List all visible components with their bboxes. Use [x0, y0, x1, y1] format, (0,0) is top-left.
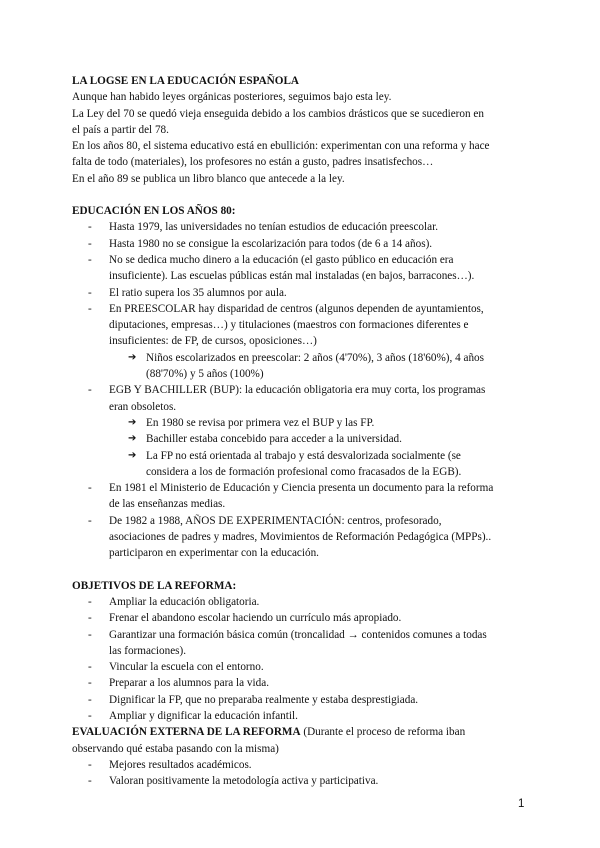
section-3-list: [72, 757, 524, 790]
list-item-line: asociaciones de padres y madres, Movimientos de Reformación Pedagógica (MPPs)..: [109, 531, 492, 544]
sub-list-item-line: En 1980 se revisa por primera vez el BUP y las FP.: [146, 416, 375, 429]
spacer: [72, 187, 524, 203]
dash-bullet: -: [88, 253, 92, 266]
sub-list-item-line: considera a los de formación profesional como fracasados de la EGB).: [146, 465, 462, 478]
document-page: [72, 73, 524, 789]
intro-line: En los años 80, el sistema educativo está en ebullición: experimentan con una reforma y hace: [72, 140, 490, 153]
sub-list-item-line: (88'70%) y 5 años (100%): [146, 368, 264, 381]
list-item-line: Ampliar la educación obligatoria.: [109, 595, 260, 608]
sub-list-item-line: La FP no está orientada al trabajo y está desvalorizada socialmente (se: [146, 449, 461, 462]
spacer: [72, 562, 524, 578]
section-heading-3-bold: EVALUACIÓN EXTERNA DE LA REFORMA: [72, 726, 301, 739]
list-item-line: diputaciones, empresas…) y titulaciones (maestros con formaciones diferentes e: [109, 319, 469, 332]
sub-list-item: [72, 448, 524, 481]
sub-list-item: [72, 431, 524, 447]
arrow-icon: ➔: [128, 351, 137, 363]
list-item-line: Frenar el abandono escolar haciendo un currículo más apropiado.: [109, 612, 402, 625]
arrow-icon: ➔: [128, 416, 137, 428]
list-item: [72, 659, 524, 675]
list-item: [72, 594, 524, 610]
list-item-line: Mejores resultados académicos.: [109, 758, 252, 771]
intro-line: Aunque han habido leyes orgánicas posteriores, seguimos bajo esta ley.: [72, 91, 392, 104]
list-item: [72, 627, 524, 660]
intro-line: La Ley del 70 se quedó vieja enseguida debido a los cambios drásticos que se sucedieron en: [72, 107, 484, 120]
sub-list-item-line: Bachiller estaba concebido para acceder a la universidad.: [146, 433, 402, 446]
list-item: [72, 773, 524, 789]
intro-line: el país a partir del 78.: [72, 123, 169, 136]
dash-bullet: -: [88, 482, 92, 495]
document-title: LA LOGSE EN LA EDUCACIÓN ESPAÑOLA: [72, 75, 300, 87]
dash-bullet: -: [88, 595, 92, 608]
section-heading-1: EDUCACIÓN EN LOS AÑOS 80:: [72, 205, 236, 218]
page-number: 1: [518, 798, 525, 810]
dash-bullet: -: [88, 612, 92, 625]
list-item: [72, 675, 524, 691]
list-item-line: Dignificar la FP, que no preparaba realmente y estaba desprestigiada.: [109, 693, 419, 706]
list-item: [72, 513, 524, 562]
list-item-line: eran obsoletos.: [109, 400, 177, 413]
dash-bullet: -: [88, 237, 92, 250]
list-item: [72, 219, 524, 235]
section-2-list: [72, 594, 524, 724]
list-item: [72, 236, 524, 252]
list-item-line: De 1982 a 1988, AÑOS DE EXPERIMENTACIÓN: centros, profesorado,: [109, 514, 442, 527]
list-item-line: En 1981 el Ministerio de Educación y Ciencia presenta un documento para la reforma: [109, 482, 494, 495]
list-item-line: Hasta 1979, las universidades no tenían estudios de educación preescolar.: [109, 221, 438, 234]
dash-bullet: -: [88, 384, 92, 397]
sub-list-item: [72, 415, 524, 431]
section-heading-3-note: (Durante el proceso de reforma iban: [300, 726, 466, 739]
dash-bullet: -: [88, 677, 92, 690]
dash-bullet: -: [88, 709, 92, 722]
dash-bullet: -: [88, 302, 92, 315]
list-item-line: Ampliar y dignificar la educación infantil.: [109, 709, 298, 722]
list-item-line: En PREESCOLAR hay disparidad de centros (algunos dependen de ayuntamientos,: [109, 302, 484, 315]
list-item-line: insuficientes: de FP, de cursos, oposiciones…): [109, 335, 317, 348]
list-item-line: las formaciones).: [109, 644, 187, 657]
intro-paragraph: [72, 89, 524, 187]
list-item-line: EGB Y BACHILLER (BUP): la educación obligatoria era muy corta, los programas: [109, 384, 486, 397]
list-item-line: No se dedica mucho dinero a la educación (el gasto público en educación era: [109, 253, 454, 266]
section-heading-3: [72, 724, 524, 740]
list-item: [72, 285, 524, 301]
sub-list-item-line: Niños escolarizados en preescolar: 2 años (4'70%), 3 años (18'60%), 4 años: [146, 351, 485, 364]
list-item-line: insuficiente). Las escuelas públicas están mal instaladas (en bajos, barracones…).: [109, 270, 475, 283]
list-item: [72, 610, 524, 626]
list-item: [72, 252, 524, 285]
section-heading-2: OBJETIVOS DE LA REFORMA:: [72, 579, 237, 592]
dash-bullet: -: [88, 661, 92, 674]
section-heading-3-note-line: observando qué estaba pasando con la misma): [72, 742, 279, 755]
dash-bullet: -: [88, 514, 92, 527]
list-item-line: El ratio supera los 35 alumnos por aula.: [109, 286, 287, 299]
intro-line: falta de todo (materiales), los profesores no están a gusto, padres insatisfechos…: [72, 156, 434, 169]
dash-bullet: -: [88, 758, 92, 771]
list-item: [72, 692, 524, 708]
list-item: [72, 301, 524, 350]
dash-bullet: -: [88, 221, 92, 234]
dash-bullet: -: [88, 286, 92, 299]
list-item-line: Valoran positivamente la metodología activa y participativa.: [109, 775, 379, 788]
section-1-list: [72, 219, 524, 561]
list-item-line: Hasta 1980 no se consigue la escolarización para todos (de 6 a 14 años).: [109, 237, 433, 250]
arrow-icon: ➔: [128, 449, 137, 461]
list-item-line: Vincular la escuela con el entorno.: [109, 661, 264, 674]
list-item: [72, 757, 524, 773]
dash-bullet: -: [88, 693, 92, 706]
list-item-line: Preparar a los alumnos para la vida.: [109, 677, 269, 690]
list-item-line: Garantizar una formación básica común (troncalidad → contenidos comunes a todas: [109, 628, 487, 641]
list-item: [72, 708, 524, 724]
list-item-line: de las enseñanzas medias.: [109, 498, 226, 511]
dash-bullet: -: [88, 628, 92, 641]
list-item: [72, 382, 524, 415]
list-item-line: participaron en experimentar con la educación.: [109, 547, 319, 560]
list-item: [72, 480, 524, 513]
dash-bullet: -: [88, 775, 92, 788]
intro-line: En el año 89 se publica un libro blanco que antecede a la ley.: [72, 172, 345, 185]
arrow-icon: ➔: [128, 433, 137, 445]
sub-list-item: [72, 350, 524, 383]
